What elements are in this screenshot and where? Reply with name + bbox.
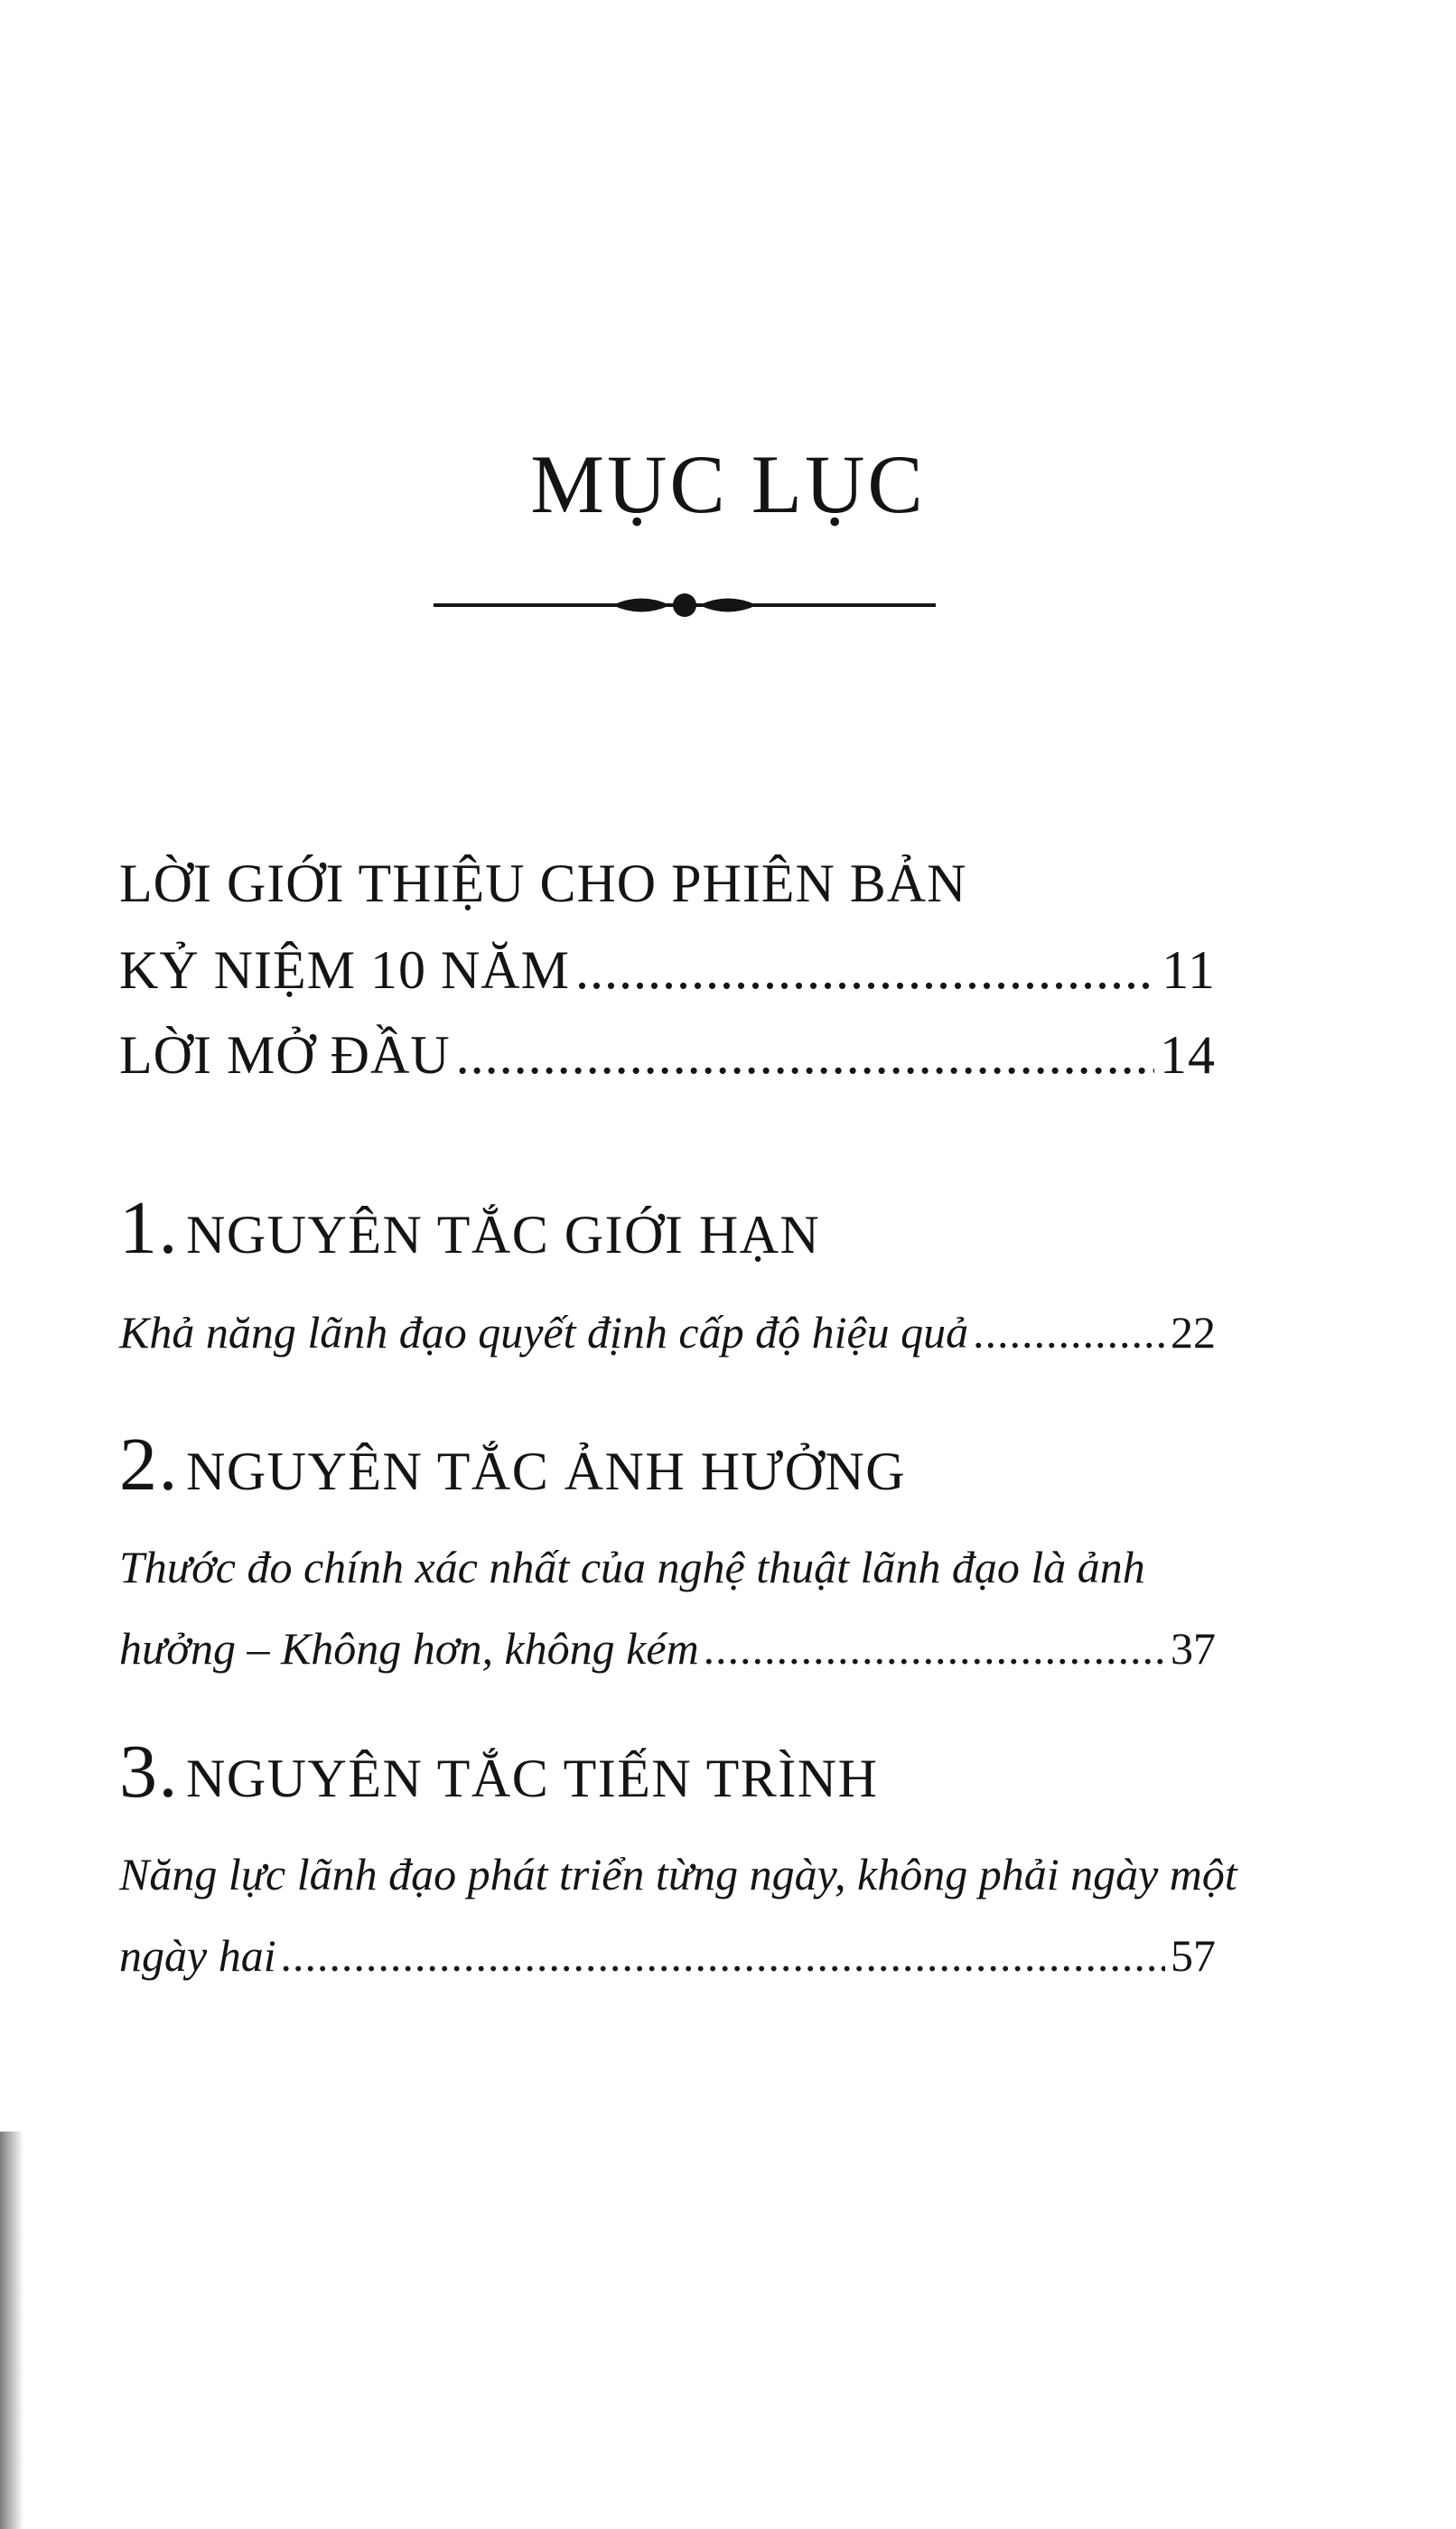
page-number: 57 <box>1171 1930 1216 1981</box>
dot-leader <box>575 927 1156 1013</box>
chapter-heading-3[interactable] <box>119 1730 879 1814</box>
chapter-subtitle-1[interactable] <box>119 1292 1216 1373</box>
toc-entry-title: KỶ NIỆM 10 NĂM <box>119 940 570 1000</box>
page-number: 11 <box>1162 940 1216 1000</box>
toc-entry-line <box>119 1608 1216 1689</box>
dot-leader <box>974 1292 1165 1373</box>
toc-entry-line <box>119 1012 1216 1098</box>
dot-leader <box>282 1915 1165 1996</box>
toc-entry-line <box>119 1526 1216 1608</box>
chapter-subtitle: ngày hai <box>119 1930 276 1981</box>
page-number: 22 <box>1171 1307 1216 1358</box>
chapter-subtitle-3[interactable] <box>119 1834 1237 1996</box>
chapter-number: 1. <box>119 1186 179 1270</box>
toc-entry-line <box>119 1915 1216 1996</box>
page-title: MỤC LỤC <box>530 438 926 530</box>
chapter-title: NGUYÊN TẮC ẢNH HƯỞNG <box>186 1442 907 1501</box>
chapter-subtitle: Năng lực lãnh đạo phát triển từng ngày, không phải ngày một <box>119 1849 1237 1899</box>
toc-entry-line <box>119 840 1216 927</box>
chapter-heading-1[interactable] <box>119 1186 821 1270</box>
dot-leader <box>456 1012 1154 1098</box>
chapter-subtitle: Thước đo chính xác nhất của nghệ thuật lãnh đạo là ảnh <box>119 1542 1145 1592</box>
chapter-heading-2[interactable] <box>119 1423 907 1507</box>
toc-entry-line <box>119 1834 1237 1915</box>
chapter-subtitle-2[interactable] <box>119 1526 1216 1689</box>
chapter-title: NGUYÊN TẮC GIỚI HẠN <box>186 1205 821 1264</box>
toc-entry-foreword[interactable] <box>119 1012 1216 1098</box>
toc-entry-title: LỜI MỞ ĐẦU <box>119 1025 451 1085</box>
chapter-subtitle: Khả năng lãnh đạo quyết định cấp độ hiệu quả <box>119 1307 969 1358</box>
chapter-title: NGUYÊN TẮC TIẾN TRÌNH <box>186 1749 879 1808</box>
toc-entry-introduction[interactable] <box>119 840 1216 1013</box>
page-number: 37 <box>1171 1623 1216 1674</box>
chapter-number: 3. <box>119 1730 179 1814</box>
dot-leader <box>705 1608 1165 1689</box>
chapter-number: 2. <box>119 1423 179 1507</box>
page-number: 14 <box>1160 1025 1216 1085</box>
page-edge-shadow <box>0 2132 23 2529</box>
ornament-divider <box>434 583 936 628</box>
toc-entry-line <box>119 1292 1216 1373</box>
chapter-subtitle: hưởng – Không hơn, không kém <box>119 1623 699 1674</box>
toc-entry-title: LỜI GIỚI THIỆU CHO PHIÊN BẢN <box>119 854 967 913</box>
toc-entry-line <box>119 927 1216 1013</box>
